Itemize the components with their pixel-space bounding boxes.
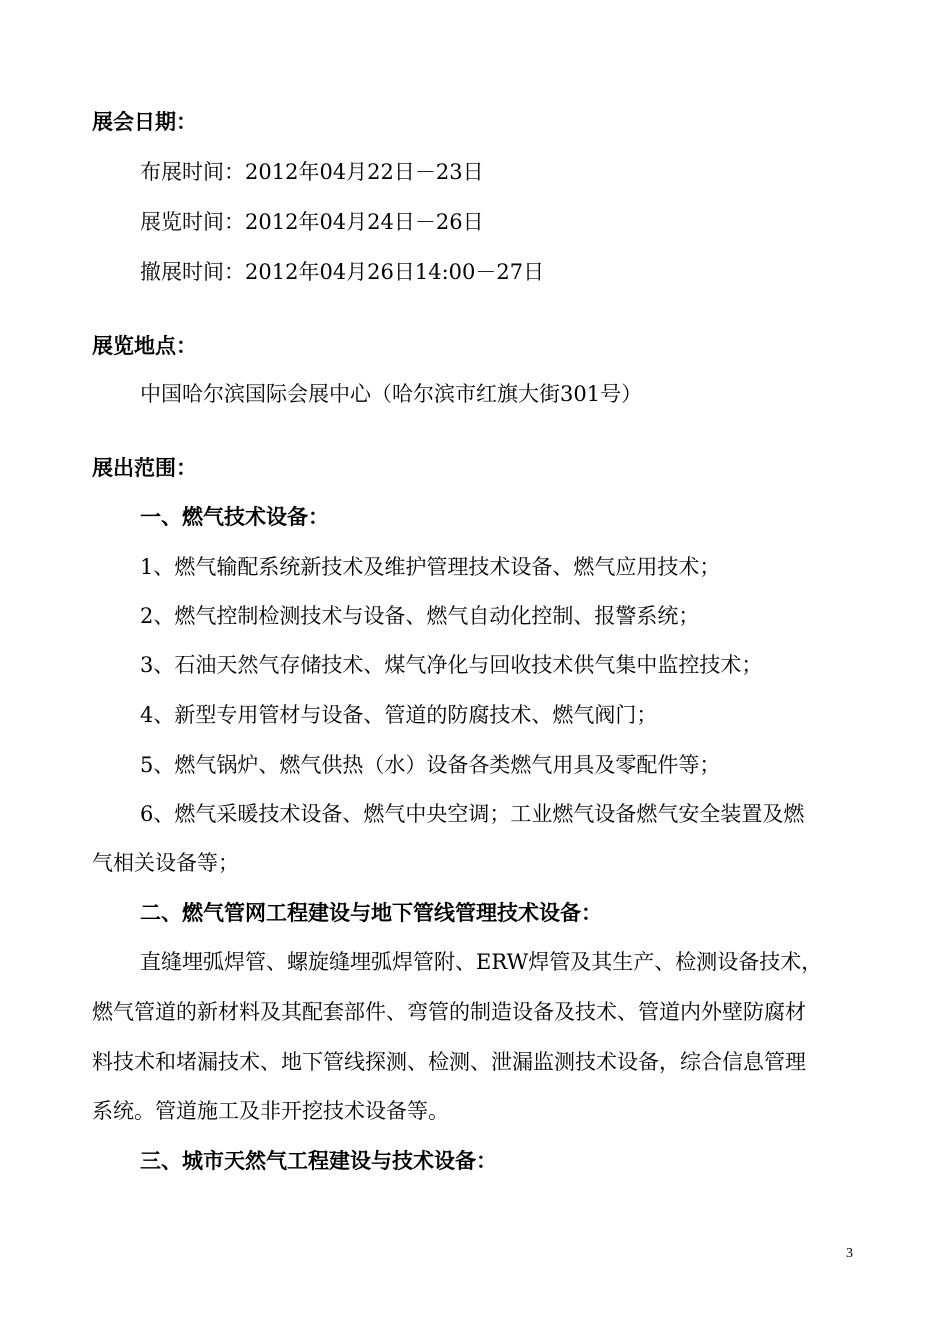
category-2-paragraph-line: 料技术和堵漏技术、地下管线探测、检测、泄漏监测技术设备，综合信息管理	[92, 1050, 806, 1074]
category-2-paragraph-line: 直缝埋弧焊管、螺旋缝埋弧焊管附、ERW焊管及其生产、检测设备技术，	[140, 950, 823, 974]
category-1-item: 6、燃气采暖技术设备、燃气中央空调；工业燃气设备燃气安全装置及燃	[140, 802, 805, 826]
category-1-item: 2、燃气控制检测技术与设备、燃气自动化控制、报警系统；	[140, 604, 700, 628]
category-1-title: 一、燃气技术设备：	[140, 504, 329, 529]
category-3-title: 三、城市天然气工程建设与技术设备：	[140, 1148, 497, 1173]
scope-heading: 展出范围：	[92, 455, 197, 480]
category-1-item: 3、石油天然气存储技术、煤气净化与回收技术供气集中监控技术；	[140, 653, 763, 677]
date-heading: 展会日期：	[92, 109, 197, 134]
venue-heading: 展览地点：	[92, 333, 197, 358]
category-1-item-continuation: 气相关设备等；	[92, 851, 239, 875]
category-1-item: 4、新型专用管材与设备、管道的防腐技术、燃气阀门；	[140, 703, 658, 727]
venue-address: 中国哈尔滨国际会展中心（哈尔滨市红旗大街301号）	[140, 382, 643, 406]
category-1-item: 1、燃气输配系统新技术及维护管理技术设备、燃气应用技术；	[140, 555, 721, 579]
exhibition-time: 展览时间：2012年04月24日－26日	[140, 210, 484, 234]
category-2-paragraph-line: 燃气管道的新材料及其配套部件、弯管的制造设备及技术、管道内外壁防腐材	[92, 1000, 806, 1024]
page-number: 3	[846, 1246, 853, 1261]
category-2-paragraph-line: 系统。管道施工及非开挖技术设备等。	[92, 1099, 449, 1123]
setup-time: 布展时间：2012年04月22日－23日	[140, 160, 484, 184]
teardown-time: 撤展时间：2012年04月26日14:00－27日	[140, 260, 545, 284]
category-2-title: 二、燃气管网工程建设与地下管线管理技术设备：	[140, 900, 602, 925]
category-1-item: 5、燃气锅炉、燃气供热（水）设备各类燃气用具及零配件等；	[140, 753, 721, 777]
